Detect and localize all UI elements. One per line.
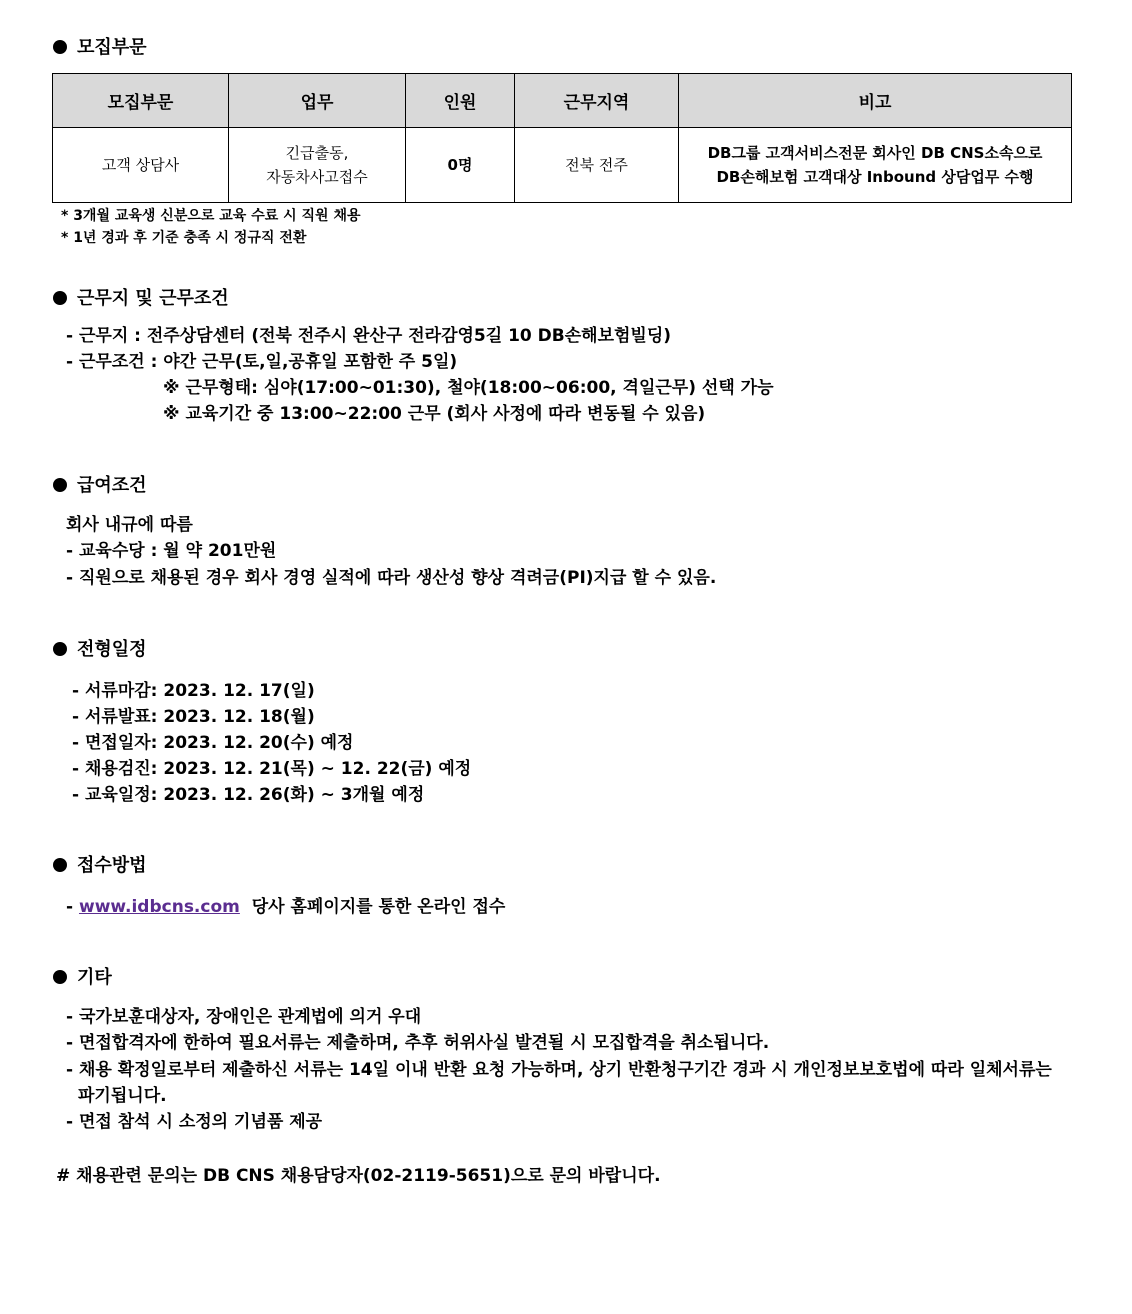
- workplace-location: - 근무지 : 전주상담센터 (전북 전주시 완산구 전라감영5길 10 DB손해보험빌딩): [66, 326, 672, 346]
- section-title-schedule: 전형일정: [53, 635, 147, 661]
- schedule-item: - 면접일자: 2023. 12. 20(수) 예정: [72, 733, 354, 753]
- header-headcount: 인원: [406, 74, 515, 128]
- schedule-item: - 서류발표: 2023. 12. 18(월): [72, 707, 315, 727]
- schedule-item: - 채용검진: 2023. 12. 21(목) ~ 12. 22(금) 예정: [72, 759, 472, 779]
- workplace-shift-note: ※ 근무형태: 심야(17:00~01:30), 철야(18:00~06:00, 격일근무) 선택 가능: [163, 378, 774, 398]
- section-title-etc: 기타: [53, 963, 112, 989]
- table-row: [53, 128, 1072, 203]
- section-title-apply: 접수방법: [53, 851, 147, 877]
- cell-region: 전북 전주: [515, 128, 679, 203]
- etc-item-continued: 파기됩니다.: [78, 1086, 167, 1106]
- salary-line: 회사 내규에 따름: [66, 515, 193, 535]
- salary-line: - 직원으로 채용된 경우 회사 경영 실적에 따라 생산성 향상 격려금(PI)지급 할 수 있음.: [66, 568, 717, 588]
- etc-item: - 면접 참석 시 소정의 기념품 제공: [66, 1112, 323, 1132]
- schedule-item: - 서류마감: 2023. 12. 17(일): [72, 681, 315, 701]
- recruit-note-1: * 3개월 교육생 신분으로 교육 수료 시 직원 채용: [61, 208, 361, 224]
- schedule-item: - 교육일정: 2023. 12. 26(화) ~ 3개월 예정: [72, 785, 425, 805]
- header-remark: 비고: [679, 74, 1072, 128]
- cell-division: 고객 상담사: [53, 128, 229, 203]
- recruit-note-2: * 1년 경과 후 기준 충족 시 정규직 전환: [61, 230, 307, 246]
- cell-task: 긴급출동, 자동차사고접수: [229, 128, 406, 203]
- bullet-icon: [53, 40, 67, 54]
- table-header-row: [53, 74, 1072, 128]
- bullet-icon: [53, 291, 67, 305]
- workplace-training-note: ※ 교육기간 중 13:00~22:00 근무 (회사 사정에 따라 변동될 수 있음): [163, 404, 706, 424]
- bullet-icon: [53, 642, 67, 656]
- section-title-recruit: 모집부문: [53, 33, 147, 59]
- etc-item: - 국가보훈대상자, 장애인은 관계법에 의거 우대: [66, 1007, 422, 1027]
- recruit-table: [52, 73, 1072, 203]
- bullet-icon: [53, 970, 67, 984]
- homepage-link[interactable]: www.idbcns.com: [78, 897, 240, 917]
- contact-note: # 채용관련 문의는 DB CNS 채용담당자(02-2119-5651)으로 문의 바랍니다.: [56, 1166, 661, 1186]
- cell-headcount: 0명: [406, 128, 515, 203]
- header-division: 모집부문: [53, 74, 229, 128]
- header-task: 업무: [229, 74, 406, 128]
- salary-line: - 교육수당 : 월 약 201만원: [66, 541, 277, 561]
- cell-remark: DB그룹 고객서비스전문 회사인 DB CNS소속으로 DB손해보험 고객대상 Inbound 상담업무 수행: [679, 128, 1072, 203]
- etc-item: - 채용 확정일로부터 제출하신 서류는 14일 이내 반환 요청 가능하며, 상기 반환청구기간 경과 시 개인정보보호법에 따라 일체서류는: [66, 1060, 1052, 1080]
- apply-line: - www.idbcns.com 당사 홈페이지를 통한 온라인 접수: [66, 897, 506, 917]
- section-title-salary: 급여조건: [53, 471, 147, 497]
- bullet-icon: [53, 858, 67, 872]
- bullet-icon: [53, 478, 67, 492]
- header-region: 근무지역: [515, 74, 679, 128]
- workplace-condition: - 근무조건 : 야간 근무(토,일,공휴일 포함한 주 5일): [66, 352, 458, 372]
- section-title-workplace: 근무지 및 근무조건: [53, 284, 229, 310]
- etc-item: - 면접합격자에 한하여 필요서류는 제출하며, 추후 허위사실 발견될 시 모집합격을 취소됩니다.: [66, 1033, 770, 1053]
